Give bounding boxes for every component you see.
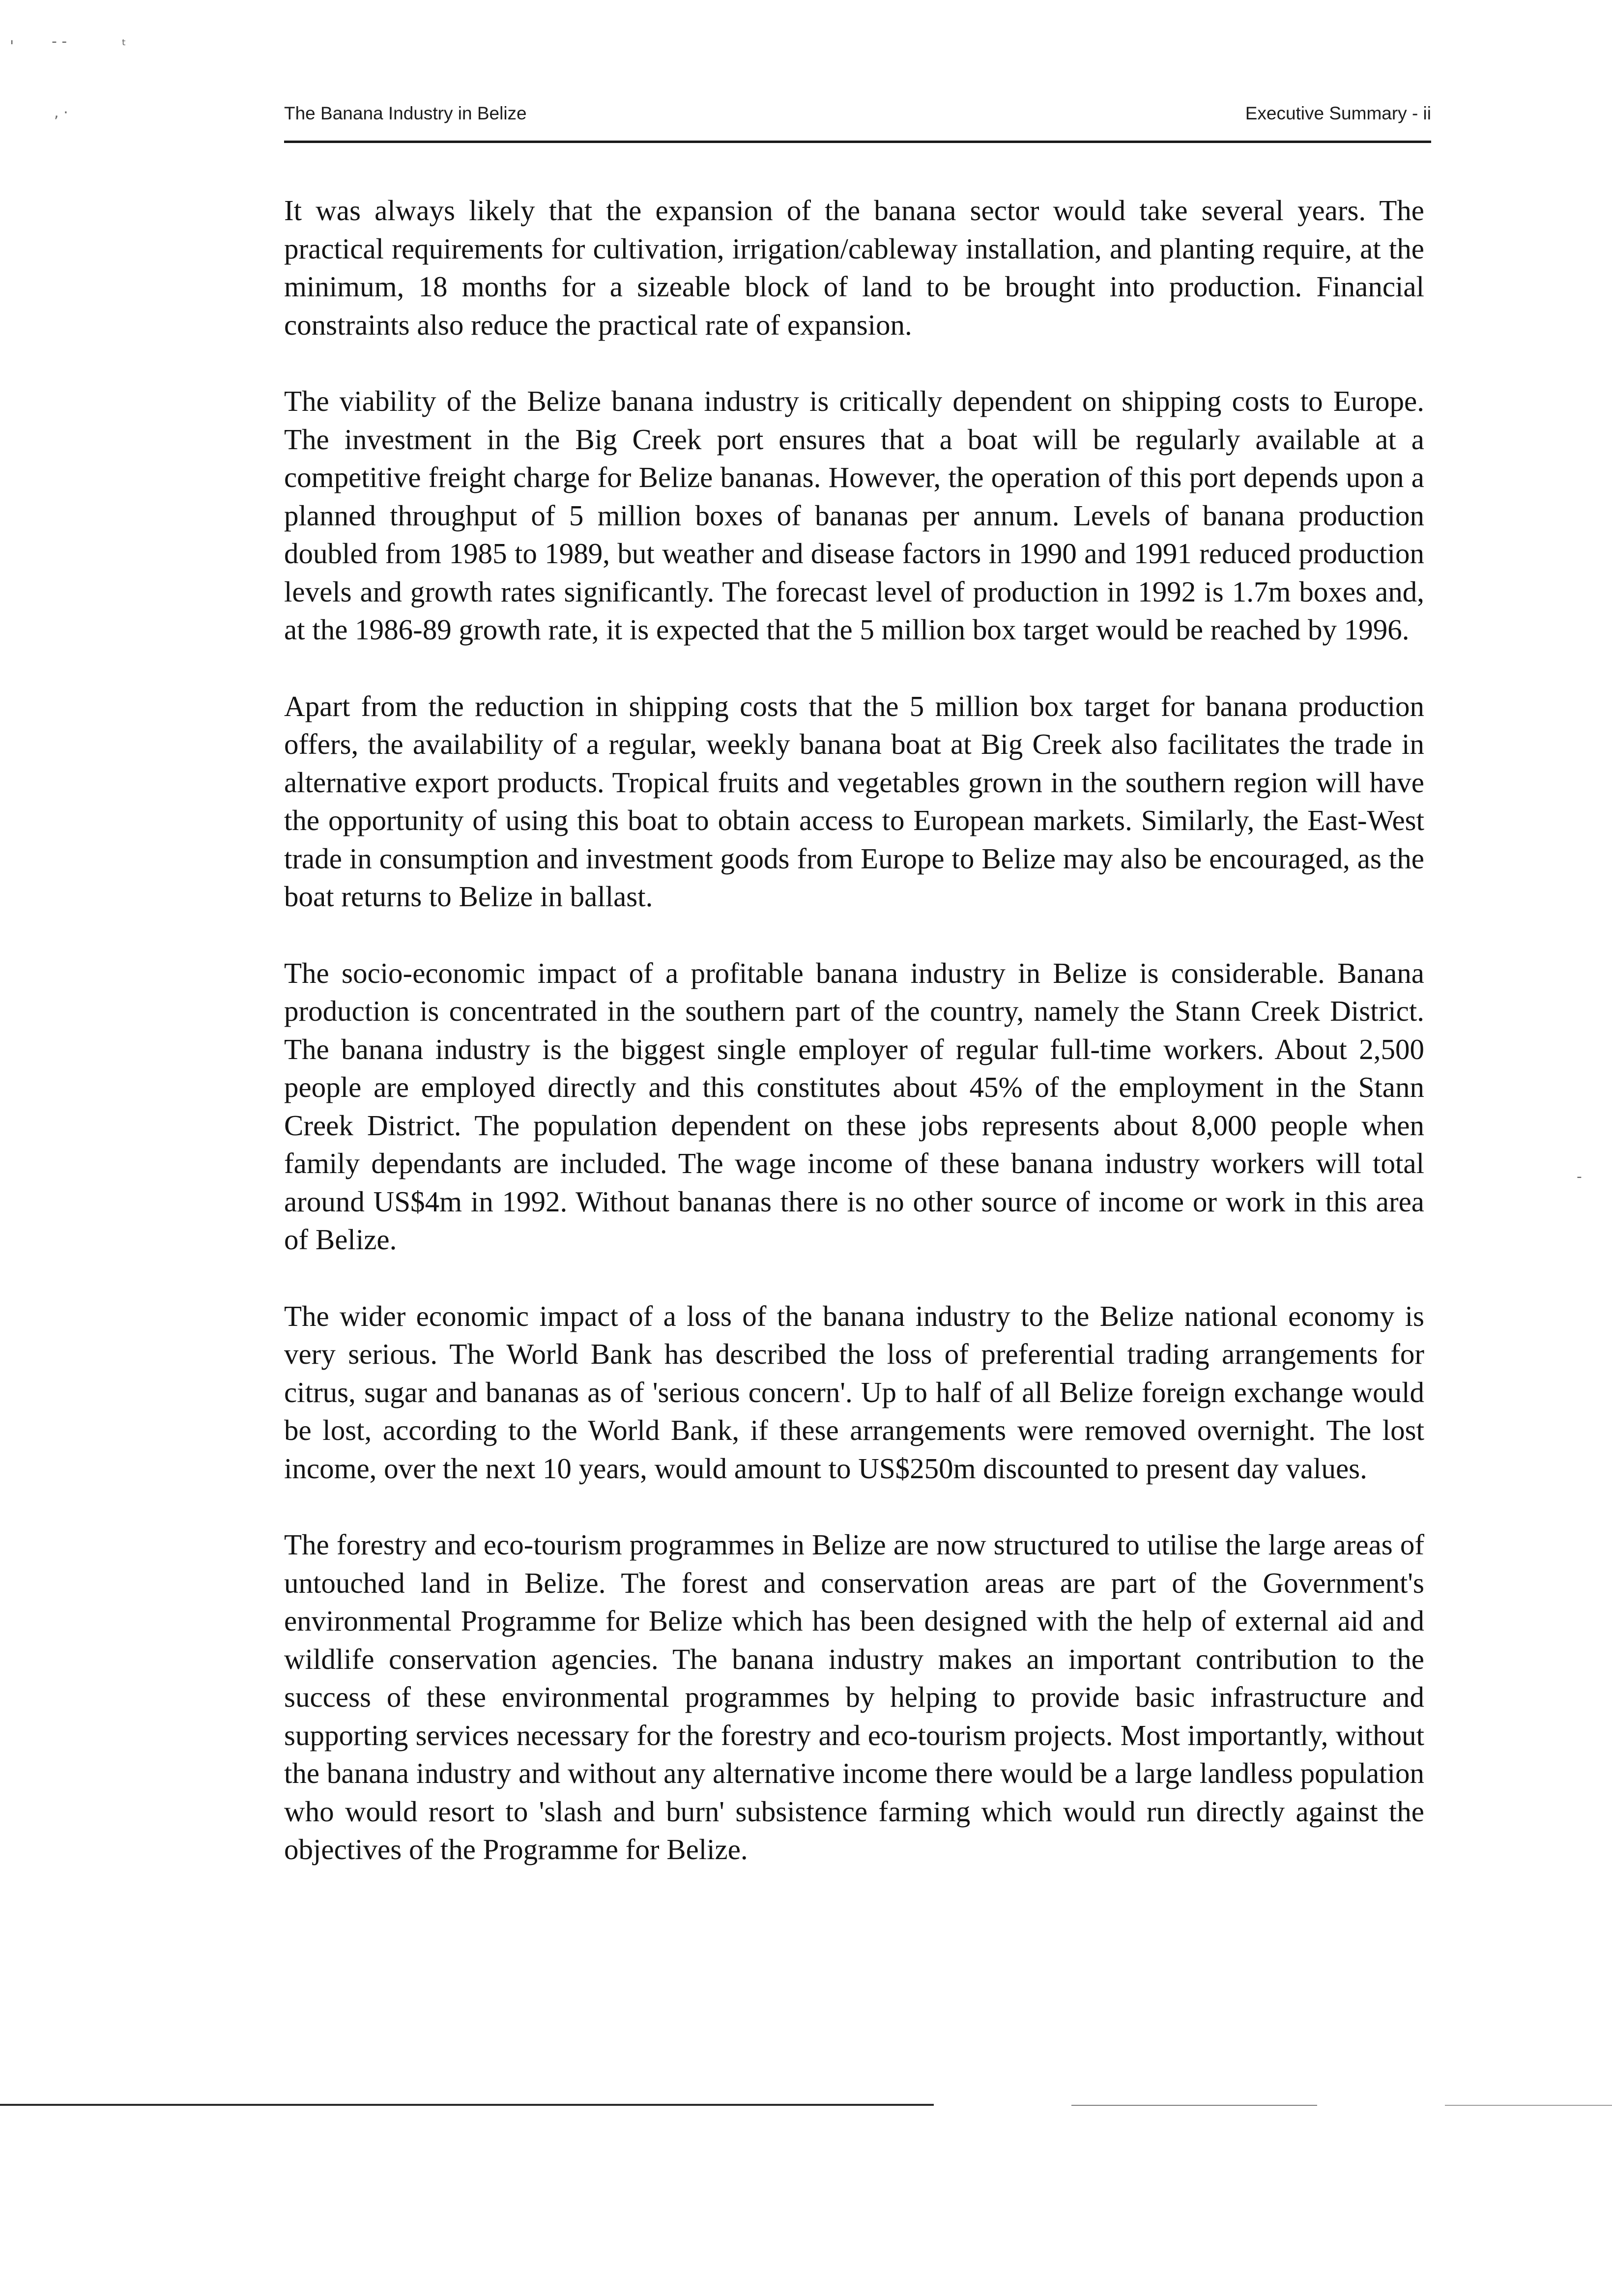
paragraph-expansion-timing: It was always likely that the expansion of the banana sector would take several years. The practical requirements for cultivation, irrigation/cableway installation, and planting require, at the minimum, 18 months for a sizeable block of land to be brought into production. Financial constraints also reduce the practical rate of expansion.: [284, 194, 1424, 341]
paragraph-shipping-costs: The viability of the Belize banana industry is critically dependent on shipping costs to Europe. The investment in the Big Creek port ensures that a boat will be regularly available at a competitive freight charge for Belize bananas. However, the operation of this port depends upon a planned throughput of 5 million boxes of bananas per annum. Levels of banana production doubled from 1985 to 1989, but weather and disease factors in 1990 and 1991 reduced production levels and growth rates significantly. The forecast level of production in 1992 is 1.7m boxes and, at the 1986-89 growth rate, it is expected that the 5 million box target would be reached by 1996.: [284, 385, 1424, 646]
paragraph-wider-economic-impact: The wider economic impact of a loss of the banana industry to the Belize national economy is very serious. The World Bank has described the loss of preferential trading arrangements for citrus, sugar and bananas as of 'serious concern'. Up to half of all Belize foreign exchange would be lost, according to the World Bank, if these arrangements were removed overnight. The lost income, over the next 10 years, would amount to US$250m discounted to present day values.: [284, 1299, 1424, 1485]
footer-rule: [0, 2104, 934, 2106]
header-document-title: The Banana Industry in Belize: [284, 103, 527, 123]
header-divider: [284, 141, 1431, 143]
summary-body: [284, 192, 1424, 1907]
scan-speck: ᵗ: [122, 37, 126, 54]
footer-rule-segment: [1071, 2105, 1317, 2106]
running-header: [284, 91, 1431, 145]
footer-rule-segment: [1445, 2105, 1612, 2106]
scan-speck: -: [1577, 1168, 1582, 1185]
paragraph-socio-economic-impact: The socio-economic impact of a profitable banana industry in Belize is considerable. Banana production is concentrated in the southern part of the country, namely the Stann Creek District. The banana industry is the biggest single employer of regular full-time workers. About 2,500 people are employed directly and this constitutes about 45% of the employment in the Stann Creek District. The population dependent on these jobs represents about 8,000 people when family dependants are included. The wage income of these banana industry workers will total around US$4m in 1992. Without bananas there is no other source of income or work in this area of Belize.: [284, 956, 1424, 1256]
header-section-title: Executive Summary - ii: [1245, 103, 1431, 123]
paragraph-alternative-exports: Apart from the reduction in shipping costs that the 5 million box target for banana production offers, the availability of a regular, weekly banana boat at Big Creek also facilitates the trade in alternative export products. Tropical fruits and vegetables grown in the southern region will have the opportunity of using this boat to obtain access to European markets. Similarly, the East-West trade in consumption and investment goods from Europe to Belize may also be encouraged, as the boat returns to Belize in ballast.: [284, 689, 1424, 913]
scan-speck: - -: [52, 33, 67, 50]
scan-speck: , ·: [54, 104, 68, 121]
scan-speck: ': [10, 38, 14, 55]
paragraph-forestry-eco-tourism: The forestry and eco-tourism programmes in Belize are now structured to utilise the large areas of untouched land in Belize. The forest and conservation areas are part of the Government's environmental Programme for Belize which has been designed with the help of external aid and wildlife conservation agencies. The banana industry makes an important contribution to the success of these environmental programmes by helping to provide basic infrastructure and supporting services necessary for the forestry and eco-tourism projects. Most importantly, without the banana industry and without any alternative income there would be a large landless population who would resort to 'slash and burn' subsistence farming which would run directly against the objectives of the Programme for Belize.: [284, 1528, 1424, 1866]
